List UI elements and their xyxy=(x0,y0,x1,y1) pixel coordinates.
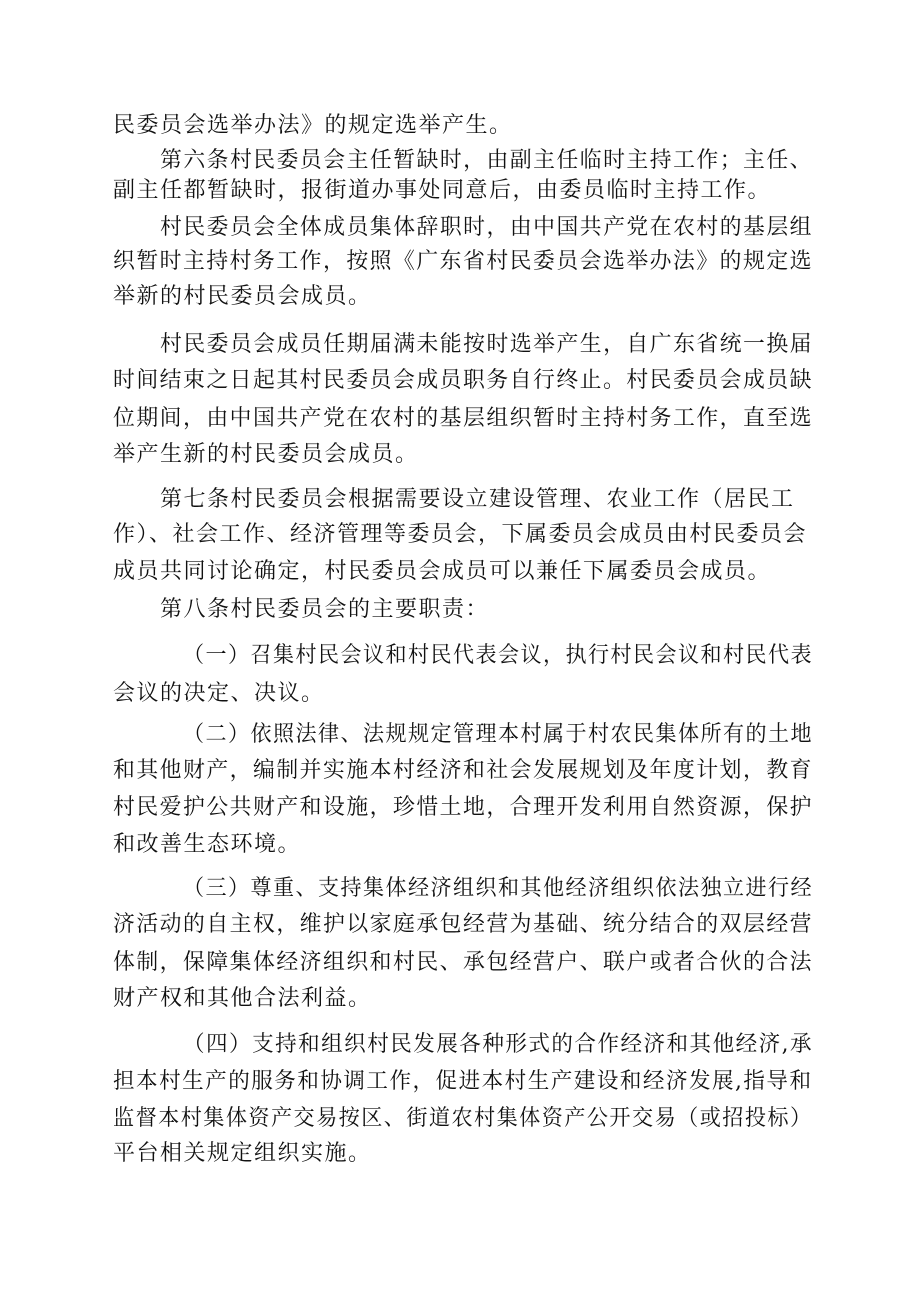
text-line: 成员共同讨论确定，村民委员会成员可以兼任下属委员会成员。 xyxy=(113,559,772,584)
text-line: 举新的村民委员会成员。 xyxy=(113,284,372,309)
text-line: 举产生新的村民委员会成员。 xyxy=(113,442,419,467)
text-line: 财产权和其他合法利益。 xyxy=(113,986,372,1011)
text-line: 副主任都暂缺时，报街道办事处同意后，由委员临时主持工作。 xyxy=(113,178,772,203)
item-4-start-line: （四）支持和组织村民发展各种形式的合作经济和其他经济,承 xyxy=(183,1032,813,1057)
item-1-start-line: （一）召集村民会议和村民代表会议，执行村民会议和村民代表 xyxy=(183,643,814,668)
text-line: 村民爱护公共财产和设施，珍惜土地，合理开发利用自然资源，保护 xyxy=(113,795,814,820)
text-line: 作）、社会工作、经济管理等委员会，下属委员会成员由村民委员会 xyxy=(113,522,808,547)
text-line: 会议的决定、决议。 xyxy=(113,681,325,706)
text-line: 济活动的自主权，维护以家庭承包经营为基础、统分结合的双层经营 xyxy=(113,912,814,937)
item-3-start-line: （三）尊重、支持集体经济组织和其他经济组织依法独立进行经 xyxy=(183,876,814,901)
text-line: 位期间，由中国共产党在农村的基层组织暂时主持村务工作，直至选 xyxy=(113,406,814,431)
article-8-heading-line: 第八条村民委员会的主要职责： xyxy=(160,597,490,622)
text-line: 平台相关规定组织实施。 xyxy=(113,1141,372,1166)
text-line: 监督本村集体资产交易按区、街道农村集体资产公开交易（或招投标） xyxy=(113,1106,813,1131)
text-line: 担本村生产的服务和协调工作，促进本村生产建设和经济发展,指导和 xyxy=(113,1069,813,1094)
text-line: 和改善生态环境。 xyxy=(113,832,302,857)
item-2-start-line: （二）依照法律、法规规定管理本村属于村农民集体所有的土地 xyxy=(183,722,814,747)
text-line: 时间结束之日起其村民委员会成员职务自行终止。村民委员会成员缺 xyxy=(113,368,814,393)
text-line: 体制，保障集体经济组织和村民、承包经营户、联户或者合伙的合法 xyxy=(113,950,814,975)
paragraph-start-line: 村民委员会成员任期届满未能按时选举产生，自广东省统一换届 xyxy=(160,332,814,357)
article-6-heading-line: 第六条村民委员会主任暂缺时，由副主任临时主持工作；主任、 xyxy=(160,148,814,173)
article-7-heading-line: 第七条村民委员会根据需要设立建设管理、农业工作（居民工 xyxy=(160,487,795,512)
text-line: 织暂时主持村务工作，按照《广东省村民委员会选举办法》的规定选 xyxy=(113,249,814,274)
paragraph-start-line: 村民委员会全体成员集体辞职时，由中国共产党在农村的基层组 xyxy=(160,215,814,240)
text-line: 民委员会选举办法》的规定选举产生。 xyxy=(113,113,513,138)
text-line: 和其他财产，编制并实施本村经济和社会发展规划及年度计划，教育 xyxy=(113,758,814,783)
